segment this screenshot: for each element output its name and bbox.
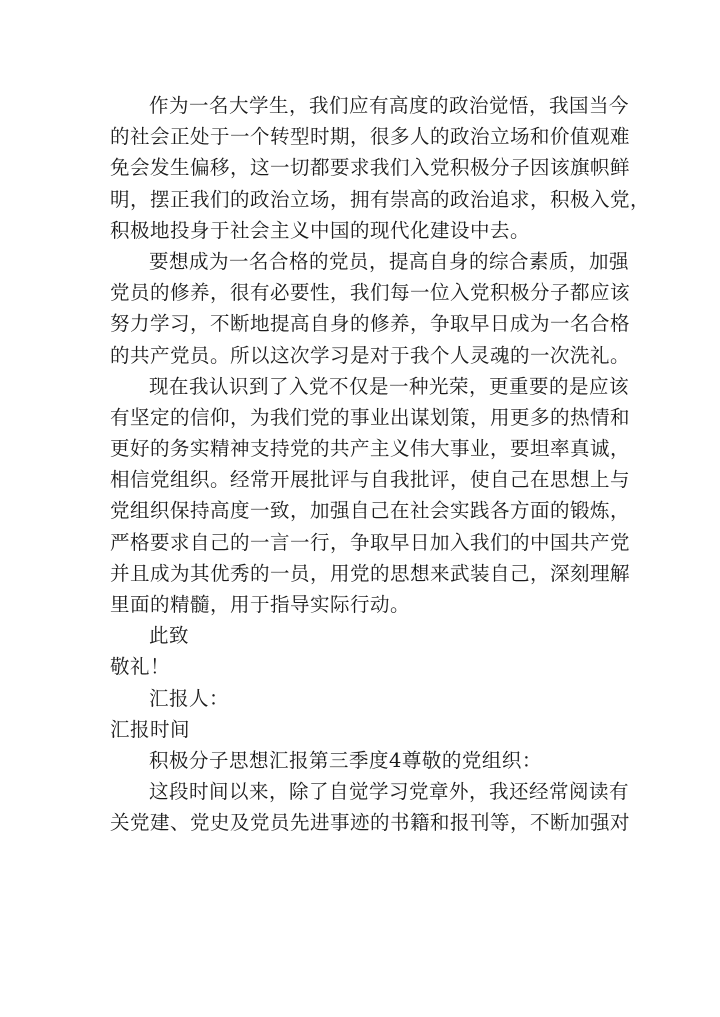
paragraph	[110, 745, 620, 776]
text-line: 作为一名大学生，我们应有高度的政治觉悟，我国当今	[149, 94, 630, 117]
paragraph	[110, 714, 620, 745]
text-line: 汇报时间	[110, 717, 191, 741]
text-line: 更好的务实精神支持党的共产主义伟大事业，要坦率真诚，	[110, 437, 631, 461]
text-line: 严格要求自己的一言一行，争取早日加入我们的中国共产党	[110, 530, 631, 554]
text-line: 有坚定的信仰，为我们党的事业出谋划策，用更多的热情和	[110, 405, 631, 429]
text-line: 敬礼！	[110, 655, 171, 679]
text-line: 免会发生偏移，这一切都要求我们入党积极分子因该旗帜鲜	[110, 156, 631, 180]
text-line: 相信党组织。经常开展批评与自我批评，使自己在思想上与	[110, 468, 631, 492]
text-line: 党组织保持高度一致，加强自己在社会实践各方面的锻炼，	[110, 499, 631, 523]
text-line: 努力学习，不断地提高自身的修养，争取早日成为一名合格	[110, 312, 631, 336]
text-line: 的社会正处于一个转型时期，很多人的政治立场和价值观难	[110, 125, 631, 149]
text-line: 此致	[149, 624, 190, 648]
text-line: 积极分子思想汇报第三季度4尊敬的党组织：	[149, 748, 542, 772]
text-line: 这段时间以来，除了自觉学习党章外，我还经常阅读有	[149, 780, 630, 804]
text-line: 党员的修养，很有必要性，我们每一位入党积极分子都应该	[110, 281, 631, 305]
paragraph	[110, 371, 631, 621]
paragraph	[110, 683, 620, 714]
text-line: 并且成为其优秀的一员，用党的思想来武装自己，深刻理解	[110, 561, 631, 585]
paragraph	[110, 620, 620, 651]
text-line: 里面的精髓，用于指导实际行动。	[110, 593, 411, 616]
text-line: 积极地投身于社会主义中国的现代化建设中去。	[110, 218, 531, 242]
paragraph	[110, 246, 631, 371]
paragraph	[110, 651, 620, 682]
text-line: 汇报人：	[149, 686, 230, 710]
text-line: 明，摆正我们的政治立场，拥有崇高的政治追求，积极入党，	[110, 187, 651, 211]
paragraph	[110, 776, 631, 838]
paragraph	[110, 90, 651, 246]
text-line: 关党建、党史及党员先进事迹的书籍和报刊等，不断加强对	[110, 811, 631, 835]
text-line: 现在我认识到了入党不仅是一种光荣，更重要的是应该	[149, 374, 630, 398]
document-page	[110, 90, 651, 839]
text-line: 要想成为一名合格的党员，提高自身的综合素质，加强	[149, 249, 630, 273]
text-line: 的共产党员。所以这次学习是对于我个人灵魂的一次洗礼。	[110, 343, 631, 367]
